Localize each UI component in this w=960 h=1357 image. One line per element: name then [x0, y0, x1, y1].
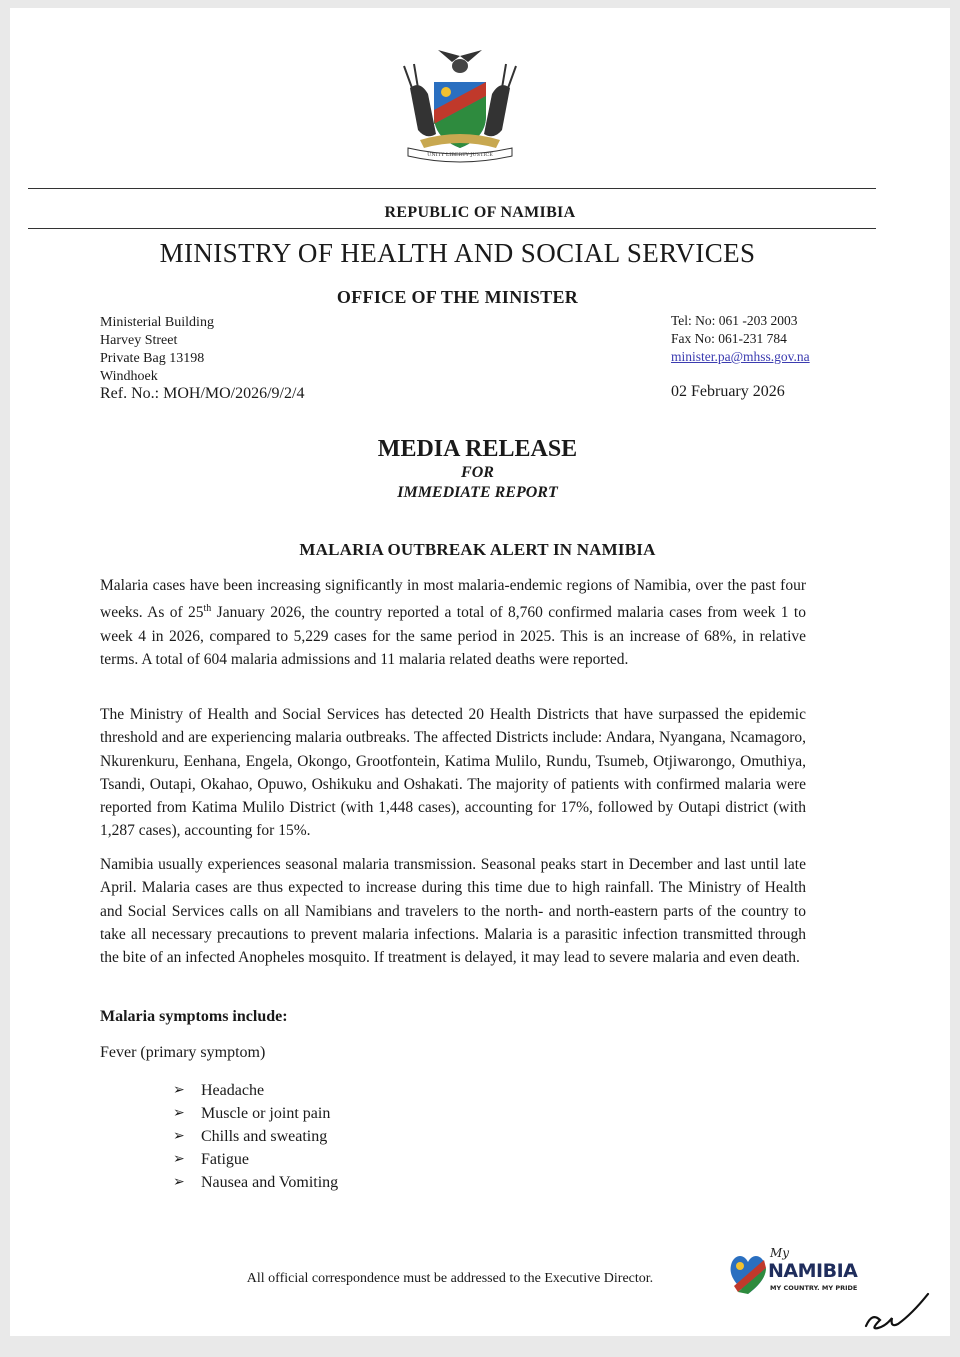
list-item	[173, 1079, 338, 1102]
paragraph-1-text-b: January 2026, the country reported a total of 8,760 confirmed malaria cases from week 1 to week 4 in 2026, compared to 5,229 cases for the same period in 2025. This is an increase of 68%, in relative terms. A total of 604 malaria admissions and 11 malaria related deaths were reported.	[100, 604, 806, 669]
list-item	[173, 1102, 338, 1125]
logo-my-text: My	[770, 1246, 790, 1260]
arrow-bullet-icon: ➢	[173, 1106, 185, 1121]
symptom-label: Headache	[201, 1082, 265, 1099]
symptom-label: Chills and sweating	[201, 1128, 328, 1145]
reference-number: Ref. No.: MOH/MO/2026/9/2/4	[100, 385, 305, 402]
arrow-bullet-icon: ➢	[173, 1175, 185, 1190]
heart-flag-icon	[728, 1252, 768, 1296]
arrow-bullet-icon: ➢	[173, 1083, 185, 1098]
crest-motto: UNITY LIBERTY JUSTICE	[427, 152, 493, 158]
office-title: OFFICE OF THE MINISTER	[336, 287, 579, 307]
address-block	[100, 314, 214, 386]
ordinal-suffix: th	[203, 603, 212, 615]
paragraph-1-text-a: Malaria cases have been increasing significantly in most malaria-endemic regions of Namibia, over the past four weeks. As of 25	[100, 577, 806, 622]
header-top-rule	[28, 188, 876, 189]
document-page	[10, 8, 950, 1336]
logo-name-text: NAMIBIA	[768, 1260, 858, 1282]
email-link[interactable]: minister.pa@mhss.gov.na	[671, 349, 810, 364]
release-subtitle: IMMEDIATE REPORT	[397, 484, 558, 501]
symptom-label: Muscle or joint pain	[201, 1105, 331, 1122]
symptom-label: Nausea and Vomiting	[201, 1174, 339, 1191]
paragraph-2: The Ministry of Health and Social Services has detected 20 Health Districts that have surpassed the epidemic threshold and are experiencing malaria outbreaks. The affected Districts include: Andara, Nyangana, Ncamagoro, Nkurenkuru, Eenhana, Engela, Okongo, Grootfontein, Katima Mulilo, Rundu, Tsumeb, Otjiwarongo, Omuthiya, Tsandi, Outapi, Okahao, Opuwo, Oshikuku and Oshakati. The majority of patients with confirmed malaria were reported from Katima Mulilo District (with 1,448 cases), accounting for 17%, followed by Outapi district (with 1,287 cases), accounting for 15%.	[100, 706, 806, 840]
address-line: Windhoek	[100, 369, 158, 384]
address-line: Harvey Street	[100, 333, 178, 348]
arrow-bullet-icon: ➢	[173, 1129, 185, 1144]
symptom-label: Fatigue	[201, 1151, 249, 1168]
paragraph-1	[100, 574, 806, 671]
address-line: Private Bag 13198	[100, 351, 205, 366]
footer-note: All official correspondence must be addressed to the Executive Director.	[246, 1271, 654, 1286]
release-date: 02 February 2026	[671, 383, 785, 400]
symptoms-list	[173, 1079, 338, 1194]
primary-symptom: Fever (primary symptom)	[100, 1044, 266, 1061]
coat-of-arms-icon	[390, 48, 530, 166]
media-release-title: MEDIA RELEASE	[377, 436, 578, 462]
paragraph-3: Namibia usually experiences seasonal malaria transmission. Seasonal peaks start in December and last until late April. Malaria cases are thus expected to increase during this time due to high rainfall. The Ministry of Health and Social Services calls on all Namibians and travelers to the north- and north-eastern parts of the country to take all necessary precautions to prevent malaria infections. Malaria is a parasitic infection transmitted through the bite of an infected Anopheles mosquito. If treatment is delayed, it may lead to severe malaria and even death.	[100, 856, 806, 967]
symptoms-heading: Malaria symptoms include:	[100, 1008, 288, 1025]
arrow-bullet-icon: ➢	[173, 1152, 185, 1167]
list-item	[173, 1125, 338, 1148]
ministry-title: MINISTRY OF HEALTH AND SOCIAL SERVICES	[159, 238, 756, 268]
headline: MALARIA OUTBREAK ALERT IN NAMIBIA	[299, 540, 656, 559]
logo-tagline: MY COUNTRY. MY PRIDE	[770, 1284, 858, 1292]
republic-title: REPUBLIC OF NAMIBIA	[384, 204, 576, 221]
contact-block	[671, 312, 810, 366]
address-line: Ministerial Building	[100, 315, 214, 330]
fax: Fax No: 061-231 784	[671, 331, 787, 346]
signature-icon	[858, 1290, 938, 1334]
header-bottom-rule	[28, 228, 876, 229]
release-for: FOR	[461, 464, 494, 481]
list-item	[173, 1171, 338, 1194]
list-item	[173, 1148, 338, 1171]
my-namibia-logo	[728, 1248, 868, 1304]
telephone: Tel: No: 061 -203 2003	[671, 313, 798, 328]
